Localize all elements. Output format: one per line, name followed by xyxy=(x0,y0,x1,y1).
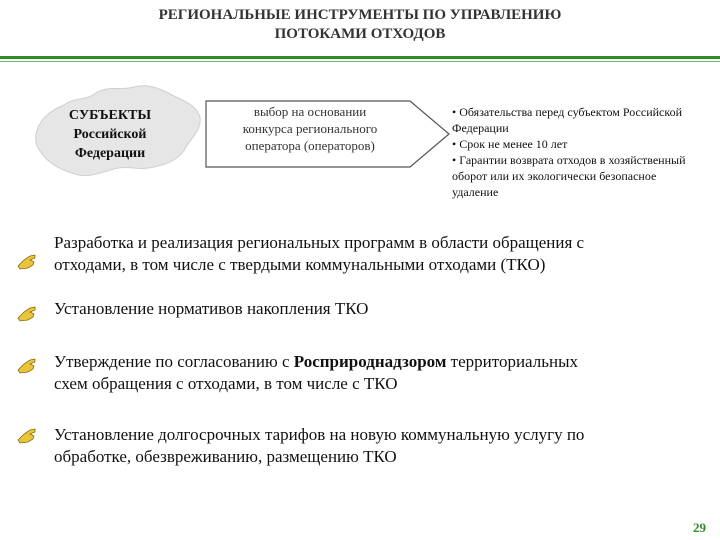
subjects-line-1: СУБЪЕКТЫ xyxy=(68,108,152,123)
obligation-item: • Срок не менее 10 лет xyxy=(452,137,568,151)
item-3-text-pre: Утверждение по согласованию с xyxy=(54,352,294,371)
subjects-line-3: Федерации xyxy=(74,146,146,161)
obligations-list xyxy=(452,104,697,200)
item-3-text-post: территориальных xyxy=(446,352,578,371)
item-2-line-1: Установление нормативов накопления ТКО xyxy=(54,299,369,318)
subjects-line-2: Российской xyxy=(73,127,147,142)
item-4-line-1: Установление долгосрочных тарифов на новую коммунальную услугу по xyxy=(54,425,585,444)
item-4-line-2: обработке, обезвреживанию, размещению ТКО xyxy=(54,447,397,466)
item-3-text-bold: Росприроднадзором xyxy=(293,352,447,371)
header-divider xyxy=(0,56,720,59)
item-1-line-1: Разработка и реализация региональных программ в области обращения с xyxy=(54,233,585,252)
subjects-label xyxy=(40,106,180,163)
hand-point-icon xyxy=(16,250,38,272)
item-3-line-1 xyxy=(54,351,694,373)
page-title xyxy=(60,6,660,44)
item-1-line-2: отходами, в том числе с твердыми коммунальными отходами (ТКО) xyxy=(54,255,546,274)
list-item xyxy=(54,351,694,395)
page-number: 29 xyxy=(693,520,706,535)
obligation-item: • Гарантии возврата отходов в хозяйственный оборот или их экологически безопасное удаление xyxy=(452,153,686,199)
title-line-2: ПОТОКАМИ ОТХОДОВ xyxy=(274,26,446,42)
arrow-line-2: конкурса регионального xyxy=(242,121,378,136)
list-item xyxy=(54,424,694,468)
obligation-item: • Обязательства перед субъектом Российской Федерации xyxy=(452,105,683,135)
item-3-line-2: схем обращения с отходами, в том числе с ТКО xyxy=(54,374,398,393)
hand-point-icon xyxy=(16,354,38,376)
title-line-1: РЕГИОНАЛЬНЫЕ ИНСТРУМЕНТЫ ПО УПРАВЛЕНИЮ xyxy=(158,7,562,23)
hand-point-icon xyxy=(16,302,38,324)
arrow-line-1: выбор на основании xyxy=(253,104,367,119)
operator-selection-text xyxy=(216,103,404,154)
list-item xyxy=(54,232,694,276)
header-divider-thin xyxy=(0,61,720,62)
hand-point-icon xyxy=(16,424,38,446)
list-item xyxy=(54,298,694,320)
arrow-line-3: оператора (операторов) xyxy=(245,138,375,153)
